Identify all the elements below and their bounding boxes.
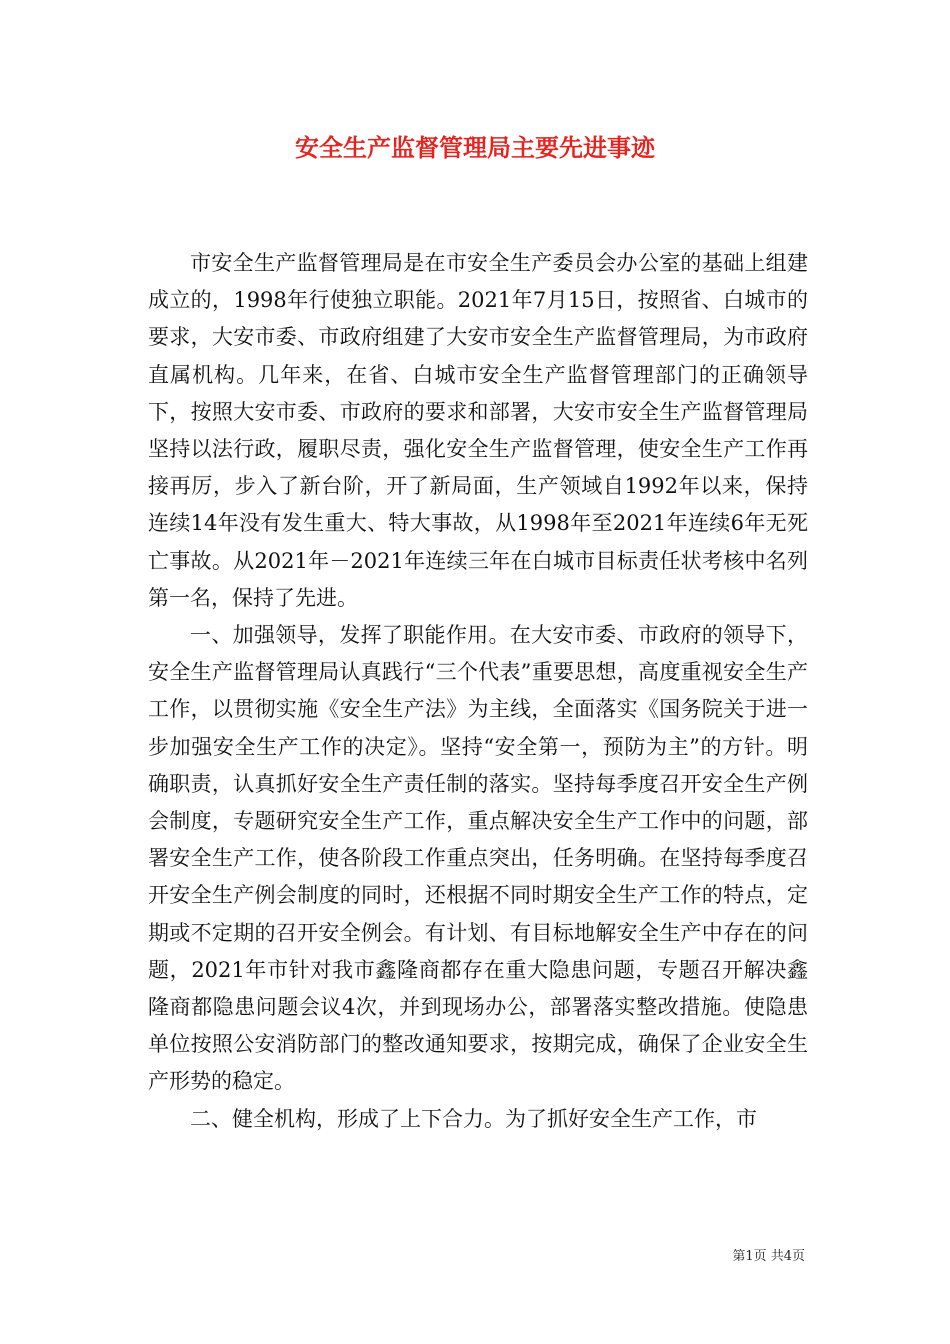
paragraph-intro: 市安全生产监督管理局是在市安全生产委员会办公室的基础上组建成立的，1998年行使独立职能。2021年7月15日，按照省、白城市的要求，大安市委、市政府组建了大安市安全生产监督管理局，为市政府直属机构。几年来，在省、白城市安全生产监督管理部门的正确领导下，按照大安市委、市政府的要求和部署，大安市安全生产监督管理局坚持以法行政，履职尽责，强化安全生产监督管理，使安全生产工作再接再厉，步入了新台阶，开了新局面，生产领域自1992年以来，保持连续14年没有发生重大、特大事故，从1998年至2021年连续6年无死亡事故。从2021年－2021年连续三年在白城市目标责任状考核中名列第一名，保持了先进。 <box>148 251 808 610</box>
paragraph-section-2: 二、健全机构，形成了上下合力。为了抓好安全生产工作，市 <box>190 1106 757 1131</box>
paragraph-section-1: 一、加强领导，发挥了职能作用。在大安市委、市政府的领导下，安全生产监督管理局认真践行“三个代表”重要思想，高度重视安全生产工作，以贯彻实施《安全生产法》为主线，全面落实《国务院关于进一步加强安全生产工作的决定》。坚持“安全第一，预防为主”的方针。明确职责，认真抓好安全生产责任制的落实。坚持每季度召开安全生产例会制度，专题研究安全生产工作，重点解决安全生产工作中的问题，部署安全生产工作，使各阶段工作重点突出，任务明确。在坚持每季度召开安全生产例会制度的同时，还根据不同时期安全生产工作的特点，定期或不定期的召开安全例会。有计划、有目标地解安全生产中存在的问题，2021年市针对我市鑫隆商都存在重大隐患问题，专题召开解决鑫隆商都隐患问题会议4次，并到现场办公，部署落实整改措施。使隐患单位按照公安消防部门的整改通知要求，按期完成，确保了企业安全生产形势的稳定。 <box>148 623 808 1094</box>
document-body <box>148 245 808 1138</box>
document-title: 安全生产监督管理局主要先进事迹 <box>295 133 655 162</box>
page-number-footer: 第1页 共4页 <box>732 1249 805 1264</box>
